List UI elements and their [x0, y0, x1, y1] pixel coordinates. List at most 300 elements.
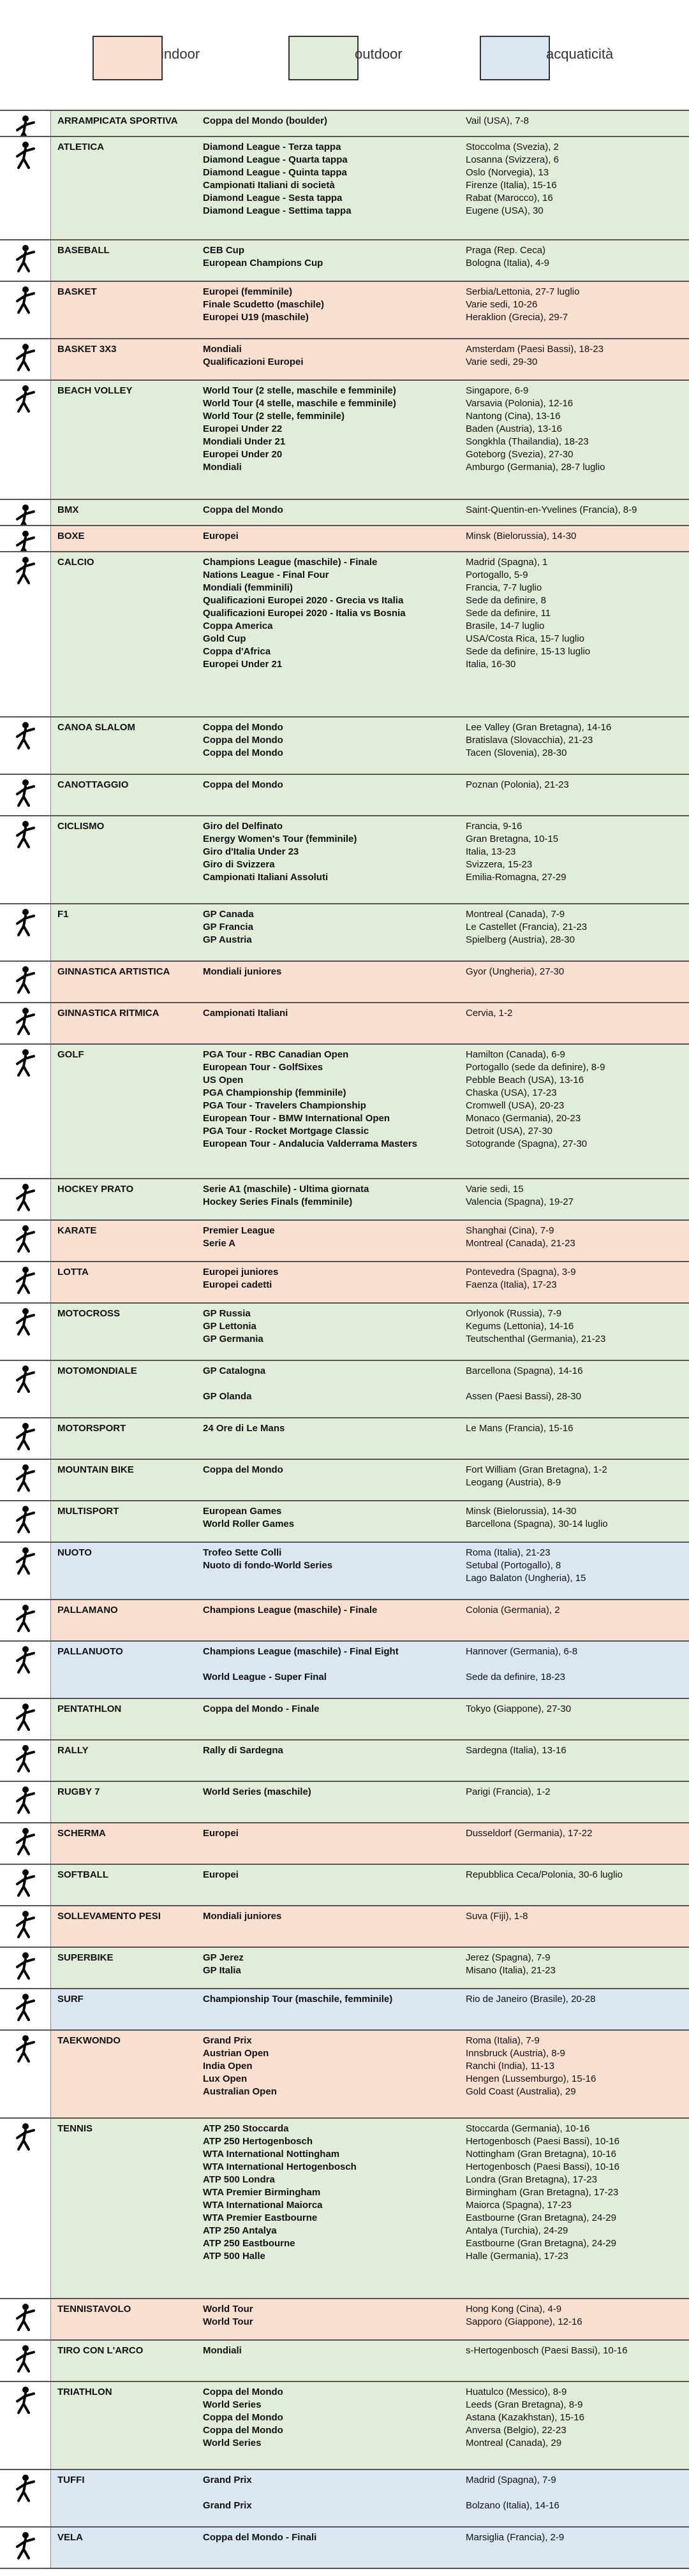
event-name: Europei Under 20: [203, 449, 283, 460]
event-name: World Tour (4 stelle, maschile e femminile): [203, 398, 396, 409]
event-name: Coppa del Mondo: [203, 779, 283, 790]
event-location-date: Leeds (Gran Bretagna), 8-9: [466, 2399, 583, 2410]
event-location-date: Sotogrande (Spagna), 27-30: [466, 1138, 588, 1149]
event-location-date: Svizzera, 15-23: [466, 859, 533, 870]
event-location-date: Cromwell (USA), 20-23: [466, 1100, 565, 1111]
sport-row-motorsport: [0, 1418, 689, 1460]
event-list: [203, 908, 458, 946]
event-name: Campionati Italiani: [203, 1008, 288, 1019]
event-location-date: Montreal (Canada), 29: [466, 2438, 562, 2448]
sport-name: NUOTO: [57, 1547, 92, 1558]
event-location-date: Lee Valley (Gran Bretagna), 14-16: [466, 722, 612, 733]
location-list: [466, 1744, 686, 1757]
event-location-date: Pebble Beach (USA), 13-16: [466, 1075, 584, 1086]
event-name: Grand Prix: [203, 2035, 252, 2046]
sport-name: SOLLEVAMENTO PESI: [57, 1911, 161, 1922]
event-location-date: Stoccolma (Svezia), 2: [466, 142, 559, 152]
karate-icon: [0, 1221, 51, 1261]
event-location-date: Montreal (Canada), 21-23: [466, 1238, 575, 1249]
event-location-date: Sapporo (Giappone), 12-16: [466, 2316, 582, 2327]
event-list: [203, 721, 458, 760]
event-location-date: Repubblica Ceca/Polonia, 30-6 luglio: [466, 1869, 623, 1880]
sport-name: TRIATHLON: [57, 2387, 112, 2397]
event-list: [203, 820, 458, 884]
event-location-date: Brasile, 14-7 luglio: [466, 621, 545, 631]
event-name: ATP 250 Antalya: [203, 2225, 277, 2236]
event-name: Europei: [203, 1828, 239, 1839]
event-location-date: Chaska (USA), 17-23: [466, 1087, 557, 1098]
event-location-date: Italia, 13-23: [466, 846, 516, 857]
sport-name: CANOA SLALOM: [57, 722, 135, 733]
event-name: World Tour (2 stelle, maschile e femminile): [203, 385, 396, 396]
event-list: [203, 1952, 458, 1977]
event-name: Europei Under 21: [203, 659, 283, 670]
event-name: Coppa America: [203, 621, 273, 631]
event-list: [203, 966, 458, 978]
event-list: [203, 286, 458, 324]
event-list: [203, 556, 458, 671]
event-name: European Tour - BMW International Open: [203, 1113, 390, 1124]
event-location-date: Leogang (Austria), 8-9: [466, 1477, 561, 1488]
event-name: US Open: [203, 1075, 244, 1086]
sport-row-bmx: [0, 500, 689, 526]
sailing-icon: [0, 2528, 51, 2568]
event-location-date: Ranchi (India), 11-13: [466, 2061, 554, 2072]
event-location-date: Gold Coast (Australia), 29: [466, 2086, 576, 2097]
location-list: [466, 1049, 686, 1151]
surfer-icon: [0, 1989, 51, 2029]
event-name: Giro d'Italia Under 23: [203, 846, 299, 857]
rowing-icon: [0, 775, 51, 815]
sport-row-beach-volley: [0, 381, 689, 500]
event-location-date: Francia, 7-7 luglio: [466, 582, 542, 593]
event-list: [203, 2344, 458, 2357]
sport-name: ARRAMPICATA SPORTIVA: [57, 115, 178, 126]
event-location-date: Portogallo (sede da definire), 8-9: [466, 1062, 605, 1073]
location-list: [466, 2344, 686, 2357]
motorcycle-racer-icon: [0, 1361, 51, 1417]
event-location-date: Bratislava (Slovacchia), 21-23: [466, 735, 593, 746]
event-list: [203, 1910, 458, 1923]
water-polo-icon: [0, 1642, 51, 1698]
event-location-date: Eugene (USA), 30: [466, 205, 544, 216]
sport-row-pallanuoto: [0, 1642, 689, 1699]
sport-name: VELA: [57, 2532, 84, 2543]
event-location-date: Halle (Germania), 17-23: [466, 2251, 568, 2262]
event-location-date: Hamilton (Canada), 6-9: [466, 1049, 565, 1060]
event-name: World Series (maschile): [203, 1786, 311, 1797]
event-location-date: USA/Costa Rica, 15-7 luglio: [466, 633, 584, 644]
sport-name: PALLAMANO: [57, 1605, 118, 1616]
sport-row-ciclismo: [0, 816, 689, 904]
event-location-date: Astana (Kazakhstan), 15-16: [466, 2412, 584, 2423]
location-list: [466, 385, 686, 474]
sport-row-surf: [0, 1989, 689, 2031]
event-name: Mondiali juniores: [203, 1911, 282, 1922]
sport-row-baseball: [0, 240, 689, 282]
event-name: European Champions Cup: [203, 258, 323, 269]
sport-row-atletica: [0, 137, 689, 240]
event-list: [203, 1464, 458, 1489]
event-location-date: Rio de Janeiro (Brasile), 20-28: [466, 1994, 596, 2005]
event-list: [203, 530, 458, 543]
sport-name: MOTOCROSS: [57, 1308, 121, 1319]
event-name: Finale Scudetto (maschile): [203, 299, 325, 310]
sport-name: F1: [57, 909, 69, 920]
swimmer-icon: [0, 1543, 51, 1599]
event-name: CEB Cup: [203, 245, 244, 256]
event-list: [203, 2386, 458, 2450]
event-location-date: Praga (Rep. Ceca): [466, 245, 546, 256]
event-location-date: Birmingham (Gran Bretagna), 17-23: [466, 2187, 619, 2198]
sport-name: GINNASTICA ARTISTICA: [57, 966, 170, 977]
event-name: Hockey Series Finals (femminile): [203, 1196, 353, 1207]
golfer-icon: [0, 1045, 51, 1178]
sport-name: SOFTBALL: [57, 1869, 108, 1880]
event-location-date: Stoccarda (Germania), 10-16: [466, 2123, 590, 2134]
event-location-date: Parigi (Francia), 1-2: [466, 1786, 551, 1797]
event-location-date: Orlyonok (Russia), 7-9: [466, 1308, 562, 1319]
archer-icon: [0, 2341, 51, 2381]
event-location-date: Barcellona (Spagna), 30-14 luglio: [466, 1519, 608, 1529]
event-location-date: Spielberg (Austria), 28-30: [466, 934, 575, 945]
event-name: Australian Open: [203, 2086, 277, 2097]
sport-name: TENNIS: [57, 2123, 93, 2134]
event-name: Nuoto di fondo-World Series: [203, 1560, 333, 1571]
event-location-date: Sede da definire, 15-13 luglio: [466, 646, 591, 657]
event-location-date: Eastbourne (Gran Bretagna), 24-29: [466, 2212, 616, 2223]
sport-row-rugby-7: [0, 1782, 689, 1823]
legend-label-water: acquaticità: [546, 46, 614, 62]
event-list: [203, 244, 458, 270]
beach-volley-icon: [0, 381, 51, 499]
event-name: Qualificazioni Europei 2020 - Italia vs Bosnia: [203, 608, 406, 619]
event-name: Serie A: [203, 1238, 236, 1249]
legend-label-outdoor: outdoor: [355, 46, 403, 62]
event-location-date: Eastbourne (Gran Bretagna), 24-29: [466, 2238, 616, 2249]
event-location-date: Francia, 9-16: [466, 821, 522, 832]
event-location-date: Teutschenthal (Germania), 21-23: [466, 1334, 606, 1344]
event-location-date: Minsk (Bielorussia), 14-30: [466, 1506, 577, 1517]
event-name: Coppa del Mondo: [203, 1464, 283, 1475]
location-list: [466, 1464, 686, 1489]
sport-name: KARATE: [57, 1225, 97, 1236]
event-list: [203, 1225, 458, 1250]
legend-swatch-outdoor: [288, 36, 359, 80]
event-name: Grand Prix: [203, 2475, 252, 2485]
event-location-date: Madrid (Spagna), 7-9: [466, 2475, 556, 2485]
event-location-date: s-Hertogenbosch (Paesi Bassi), 10-16: [466, 2345, 628, 2356]
sport-row-ginnastica-ritmica: [0, 1003, 689, 1045]
sport-row-canoa-slalom: [0, 718, 689, 775]
event-list: [203, 1645, 458, 1684]
event-location-date: Dusseldorf (Germania), 17-22: [466, 1828, 593, 1839]
event-location-date: Hong Kong (Cina), 4-9: [466, 2304, 562, 2315]
location-list: [466, 244, 686, 270]
event-location-date: Assen (Paesi Bassi), 28-30: [466, 1391, 581, 1402]
event-name: Coppa del Mondo - Finali: [203, 2532, 317, 2543]
sport-name: BASEBALL: [57, 245, 110, 256]
sport-name: SCHERMA: [57, 1828, 106, 1839]
event-name: WTA Premier Eastbourne: [203, 2212, 318, 2223]
athletics-runner-icon: [0, 137, 51, 239]
event-location-date: Setubal (Portogallo), 8: [466, 1560, 561, 1571]
event-name: World League - Super Final: [203, 1672, 327, 1682]
event-list: [203, 1307, 458, 1346]
location-list: [466, 1422, 686, 1435]
event-list: [203, 1786, 458, 1799]
rally-car-icon: [0, 1741, 51, 1781]
event-name: [203, 1476, 458, 1489]
event-name: Diamond League - Sesta tappa: [203, 193, 343, 203]
basketball-3x3-icon: [0, 339, 51, 379]
sport-row-arrampicata-sportiva: [0, 111, 689, 137]
sport-row-pentathlon: [0, 1699, 689, 1741]
tennis-player-icon: [0, 2119, 51, 2298]
event-name: GP Italia: [203, 1965, 241, 1976]
sport-row-calcio: [0, 552, 689, 718]
event-name: WTA Premier Birmingham: [203, 2187, 321, 2198]
event-name: Mondiali (femminili): [203, 582, 293, 593]
event-location-date: Firenze (Italia), 15-16: [466, 180, 557, 191]
sport-row-mountain-bike: [0, 1460, 689, 1501]
location-list: [466, 1910, 686, 1923]
event-list: [203, 504, 458, 517]
sport-row-hockey-prato: [0, 1179, 689, 1221]
event-location-date: Faenza (Italia), 17-23: [466, 1279, 557, 1290]
event-location-date: Losanna (Svizzera), 6: [466, 154, 559, 165]
event-list: [203, 1049, 458, 1151]
fencer-icon: [0, 1823, 51, 1864]
formula-one-car-icon: [0, 904, 51, 960]
location-list: [466, 504, 686, 517]
event-list: [203, 385, 458, 474]
event-list: [203, 1266, 458, 1292]
location-list: [466, 2035, 686, 2098]
sport-name: TUFFI: [57, 2475, 85, 2485]
event-name: GP Canada: [203, 909, 254, 920]
sport-name: CANOTTAGGIO: [57, 779, 129, 790]
wrestling-icon: [0, 1262, 51, 1302]
sport-row-motocross: [0, 1304, 689, 1361]
location-list: [466, 1703, 686, 1716]
event-name: GP Austria: [203, 934, 252, 945]
event-name: Europei (femminile): [203, 286, 293, 297]
sport-row-sollevamento-pesi: [0, 1906, 689, 1948]
event-location-date: Hertogenbosch (Paesi Bassi), 10-16: [466, 2161, 619, 2172]
sport-name: SUPERBIKE: [57, 1952, 114, 1963]
event-list: [203, 2474, 458, 2512]
event-name: WTA International Maiorca: [203, 2200, 323, 2211]
sport-name: MOTORSPORT: [57, 1423, 126, 1434]
location-list: [466, 286, 686, 324]
location-list: [466, 820, 686, 884]
event-list: [203, 1993, 458, 2006]
event-name: GP Jerez: [203, 1952, 244, 1963]
event-list: [203, 779, 458, 791]
sport-name: TAEKWONDO: [57, 2035, 121, 2046]
event-location-date: Le Castellet (Francia), 21-23: [466, 922, 588, 932]
event-location-date: Innsbruck (Austria), 8-9: [466, 2048, 565, 2059]
event-location-date: Misano (Italia), 21-23: [466, 1965, 556, 1976]
event-name: Lux Open: [203, 2073, 248, 2084]
location-list: [466, 721, 686, 760]
sport-row-vela: [0, 2528, 689, 2569]
event-list: [203, 1183, 458, 1209]
event-name: Serie A1 (maschile) - Ultima giornata: [203, 1184, 369, 1195]
event-name: Champions League (maschile) - Final Eight: [203, 1646, 399, 1657]
event-list: [203, 141, 458, 217]
event-location-date: Monaco (Germania), 20-23: [466, 1113, 581, 1124]
sport-row-superbike: [0, 1948, 689, 1989]
event-list: [203, 2035, 458, 2098]
sport-name: TENNISTAVOLO: [57, 2304, 131, 2315]
event-list: [203, 343, 458, 369]
sport-row-tuffi: [0, 2470, 689, 2528]
sport-row-tennis: [0, 2119, 689, 2299]
event-location-date: Barcellona (Spagna), 14-16: [466, 1365, 583, 1376]
event-name: Campionati Italiani Assoluti: [203, 872, 329, 883]
event-location-date: Lago Balaton (Ungheria), 15: [466, 1573, 586, 1584]
location-list: [466, 141, 686, 217]
event-location-date: Hengen (Lussemburgo), 15-16: [466, 2073, 596, 2084]
location-list: [466, 2386, 686, 2450]
event-location-date: Varie sedi, 15: [466, 1184, 524, 1195]
event-location-date: Jerez (Spagna), 7-9: [466, 1952, 551, 1963]
sport-row-basket: [0, 282, 689, 339]
event-location-date: Cervia, 1-2: [466, 1008, 513, 1019]
event-location-date: Songkhla (Thailandia), 18-23: [466, 436, 589, 447]
event-name: PGA Championship (femminile): [203, 1087, 346, 1098]
location-list: [466, 2474, 686, 2512]
event-location-date: Oslo (Norvegia), 13: [466, 167, 549, 178]
location-list: [466, 1007, 686, 1020]
sport-name: BASKET: [57, 286, 97, 297]
event-list: [203, 1869, 458, 1881]
event-location-date: Hannover (Germania), 6-8: [466, 1646, 578, 1657]
event-name: Campionati Italiani di società: [203, 180, 335, 191]
event-name: Nations League - Final Four: [203, 570, 329, 580]
event-location-date: Minsk (Bielorussia), 14-30: [466, 531, 577, 541]
event-location-date: Antalya (Turchia), 24-29: [466, 2225, 568, 2236]
location-list: [466, 2531, 686, 2544]
event-location-date: Londra (Gran Bretagna), 17-23: [466, 2174, 597, 2185]
event-name: Mondiali Under 21: [203, 436, 286, 447]
event-name: Coppa del Mondo (boulder): [203, 115, 327, 126]
event-list: [203, 1505, 458, 1531]
location-list: [466, 2123, 686, 2263]
event-location-date: Portogallo, 5-9: [466, 570, 528, 580]
event-name: Giro del Delfinato: [203, 821, 283, 832]
location-list: [466, 115, 686, 128]
event-name: [203, 1378, 458, 1390]
event-location-date: Hertogenbosch (Paesi Bassi), 10-16: [466, 2136, 619, 2147]
event-name: World Tour: [203, 2304, 253, 2315]
event-name: Diamond League - Quinta tappa: [203, 167, 347, 178]
mountain-bike-icon: [0, 1460, 51, 1500]
event-name: Coppa del Mondo: [203, 2425, 283, 2436]
location-list: [466, 1547, 686, 1585]
event-name: World Roller Games: [203, 1519, 295, 1529]
sports-calendar-table: [0, 110, 689, 2574]
event-location-date: Heraklion (Grecia), 29-7: [466, 312, 568, 323]
event-list: [203, 1422, 458, 1435]
sport-row-pallamano: [0, 1600, 689, 1642]
event-name: Giro di Svizzera: [203, 859, 275, 870]
triathlon-icon: [0, 2382, 51, 2469]
event-location-date: Tokyo (Giappone), 27-30: [466, 1704, 572, 1714]
event-location-date: Sardegna (Italia), 13-16: [466, 1745, 567, 1756]
event-name: Diamond League - Quarta tappa: [203, 154, 348, 165]
sport-row-nuoto: [0, 1543, 689, 1600]
event-name: ATP 500 Londra: [203, 2174, 275, 2185]
sport-row-canottaggio: [0, 775, 689, 816]
event-name: Europei U19 (maschile): [203, 312, 309, 323]
sport-row-multisport: [0, 1501, 689, 1543]
event-name: PGA Tour - Travelers Championship: [203, 1100, 366, 1111]
legend: [0, 0, 689, 96]
event-list: [203, 2531, 458, 2544]
event-name: Mondiali juniores: [203, 966, 282, 977]
event-location-date: Serbia/Lettonia, 27-7 luglio: [466, 286, 580, 297]
event-list: [203, 1744, 458, 1757]
event-name: Coppa del Mondo: [203, 504, 283, 515]
event-name: Coppa del Mondo: [203, 2412, 283, 2423]
canoe-icon: [0, 718, 51, 774]
sport-row-softball: [0, 1865, 689, 1906]
event-name: Mondiali: [203, 462, 242, 473]
event-name: Austrian Open: [203, 2048, 269, 2059]
event-location-date: Goteborg (Svezia), 27-30: [466, 449, 574, 460]
sport-name: BOXE: [57, 531, 85, 541]
legend-swatch-indoor: [93, 36, 163, 80]
superbike-icon: [0, 1948, 51, 1988]
event-location-date: Le Mans (Francia), 15-16: [466, 1423, 574, 1434]
event-location-date: Baden (Austria), 13-16: [466, 423, 562, 434]
event-list: [203, 1365, 458, 1403]
legend-label-indoor: indoor: [161, 46, 200, 62]
event-name: ATP 250 Eastbourne: [203, 2238, 295, 2249]
event-name: European Tour - GolfSixes: [203, 1062, 323, 1073]
event-name: ATP 500 Halle: [203, 2251, 265, 2262]
event-name: Europei: [203, 531, 239, 541]
event-list: [203, 115, 458, 128]
event-name: Champions League (maschile) - Finale: [203, 1605, 378, 1616]
location-list: [466, 1869, 686, 1881]
event-name: World Series: [203, 2399, 262, 2410]
artistic-gymnastics-icon: [0, 962, 51, 1002]
event-name: Europei juniores: [203, 1267, 279, 1277]
sport-row-ginnastica-artistica: [0, 962, 689, 1003]
event-location-date: Italia, 16-30: [466, 659, 516, 670]
event-location-date: Montreal (Canada), 7-9: [466, 909, 565, 920]
motocross-icon: [0, 1304, 51, 1360]
sport-row-karate: [0, 1221, 689, 1262]
event-name: Energy Women's Tour (femminile): [203, 834, 357, 844]
event-location-date: Nantong (Cina), 13-16: [466, 411, 561, 422]
table-tennis-icon: [0, 2299, 51, 2339]
location-list: [466, 908, 686, 946]
basketball-player-icon: [0, 282, 51, 338]
sport-row-boxe: [0, 526, 689, 552]
sport-name: PENTATHLON: [57, 1704, 122, 1714]
sport-name: GOLF: [57, 1049, 84, 1060]
event-location-date: Suva (Fiji), 1-8: [466, 1911, 528, 1922]
event-location-date: Varie sedi, 29-30: [466, 357, 538, 367]
event-name: 24 Ore di Le Mans: [203, 1423, 285, 1434]
location-list: [466, 966, 686, 978]
event-location-date: Fort William (Gran Bretagna), 1-2: [466, 1464, 607, 1475]
